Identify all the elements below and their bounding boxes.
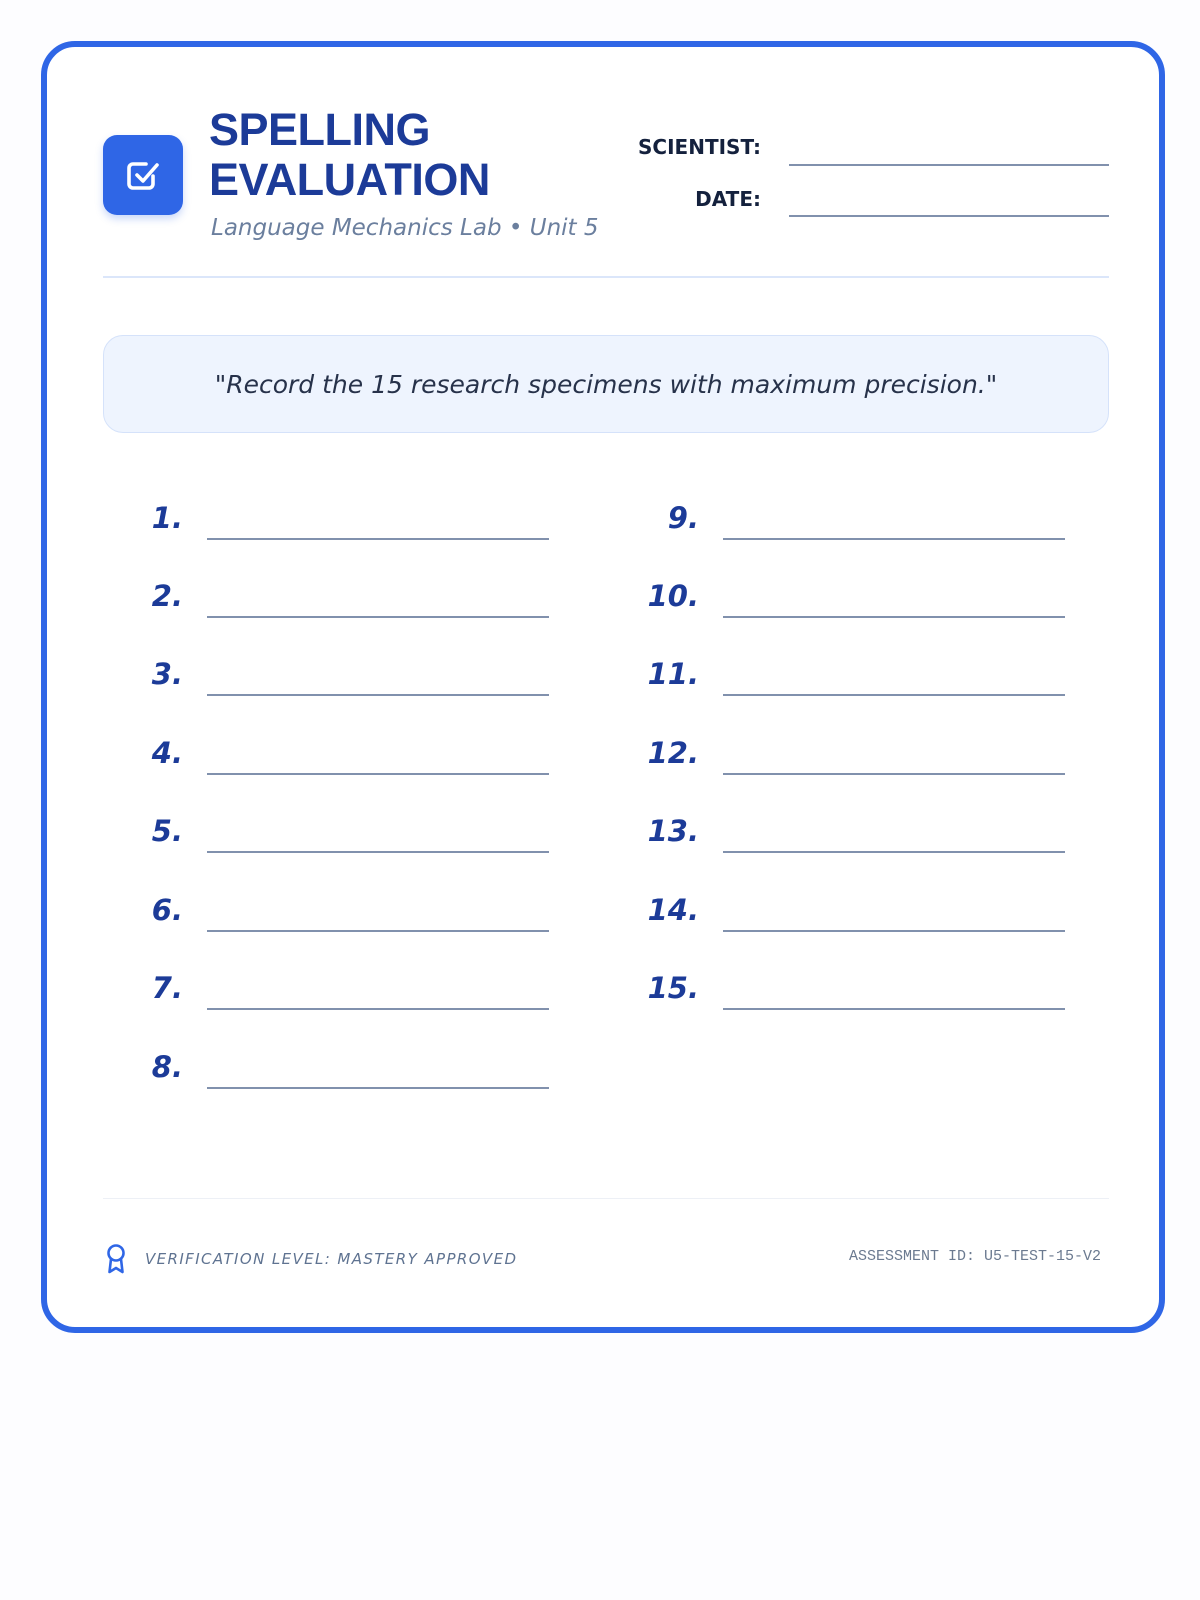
- page-title: [209, 105, 490, 205]
- answer-line[interactable]: [723, 851, 1065, 853]
- answer-line[interactable]: [207, 694, 549, 696]
- instruction-box: [103, 335, 1109, 433]
- item-number: 4.: [151, 736, 183, 770]
- answer-row: [619, 733, 1019, 783]
- footer-divider: [103, 1198, 1109, 1199]
- item-number: 1.: [151, 501, 183, 535]
- item-number: 6.: [151, 893, 183, 927]
- date-label: DATE:: [695, 187, 761, 211]
- answer-line[interactable]: [207, 930, 549, 932]
- item-number: 8.: [151, 1050, 183, 1084]
- date-field[interactable]: [789, 215, 1109, 217]
- item-number: 9.: [667, 501, 699, 535]
- answer-line[interactable]: [207, 773, 549, 775]
- worksheet-card: [41, 41, 1165, 1333]
- answer-line[interactable]: [723, 538, 1065, 540]
- answer-row: [619, 811, 1019, 861]
- item-number: 3.: [151, 657, 183, 691]
- item-number: 11.: [647, 657, 699, 691]
- checkbox-icon: [119, 151, 167, 199]
- item-number: 14.: [647, 893, 699, 927]
- answer-line[interactable]: [207, 616, 549, 618]
- item-number: 13.: [647, 814, 699, 848]
- item-number: 10.: [647, 579, 699, 613]
- title-line-1: SPELLING: [209, 104, 431, 155]
- answer-line[interactable]: [207, 1087, 549, 1089]
- answer-line[interactable]: [723, 773, 1065, 775]
- page-subtitle: Language Mechanics Lab • Unit 5: [211, 215, 599, 241]
- answer-line[interactable]: [723, 616, 1065, 618]
- answer-line[interactable]: [723, 930, 1065, 932]
- instruction-text: "Record the 15 research specimens with maximum precision.": [214, 369, 998, 399]
- answer-line[interactable]: [723, 1008, 1065, 1010]
- item-number: 12.: [647, 736, 699, 770]
- verification-text: VERIFICATION LEVEL: MASTERY APPROVED: [145, 1250, 518, 1268]
- item-number: 2.: [151, 579, 183, 613]
- item-number: 5.: [151, 814, 183, 848]
- answer-row: [619, 498, 1019, 548]
- answer-row: [103, 498, 503, 548]
- answer-row: [103, 968, 503, 1018]
- answer-line[interactable]: [207, 538, 549, 540]
- item-number: 7.: [151, 971, 183, 1005]
- header-divider: [103, 276, 1109, 278]
- badge-tile: [103, 135, 183, 215]
- answer-row: [619, 890, 1019, 940]
- scientist-label: SCIENTIST:: [638, 135, 761, 159]
- verification-badge: [105, 1243, 517, 1275]
- title-line-2: EVALUATION: [209, 154, 490, 205]
- answer-row: [103, 811, 503, 861]
- scientist-field[interactable]: [789, 164, 1109, 166]
- answer-line[interactable]: [723, 694, 1065, 696]
- answer-row: [619, 968, 1019, 1018]
- answer-row: [103, 576, 503, 626]
- answer-row: [103, 890, 503, 940]
- item-number: 15.: [647, 971, 699, 1005]
- answer-row: [103, 733, 503, 783]
- award-ribbon-icon: [105, 1243, 127, 1275]
- answer-line[interactable]: [207, 851, 549, 853]
- answer-row: [619, 654, 1019, 704]
- answer-row: [103, 1047, 503, 1097]
- answer-row: [619, 576, 1019, 626]
- answer-row: [103, 654, 503, 704]
- assessment-id: ASSESSMENT ID: U5-TEST-15-V2: [848, 1248, 1101, 1265]
- answer-line[interactable]: [207, 1008, 549, 1010]
